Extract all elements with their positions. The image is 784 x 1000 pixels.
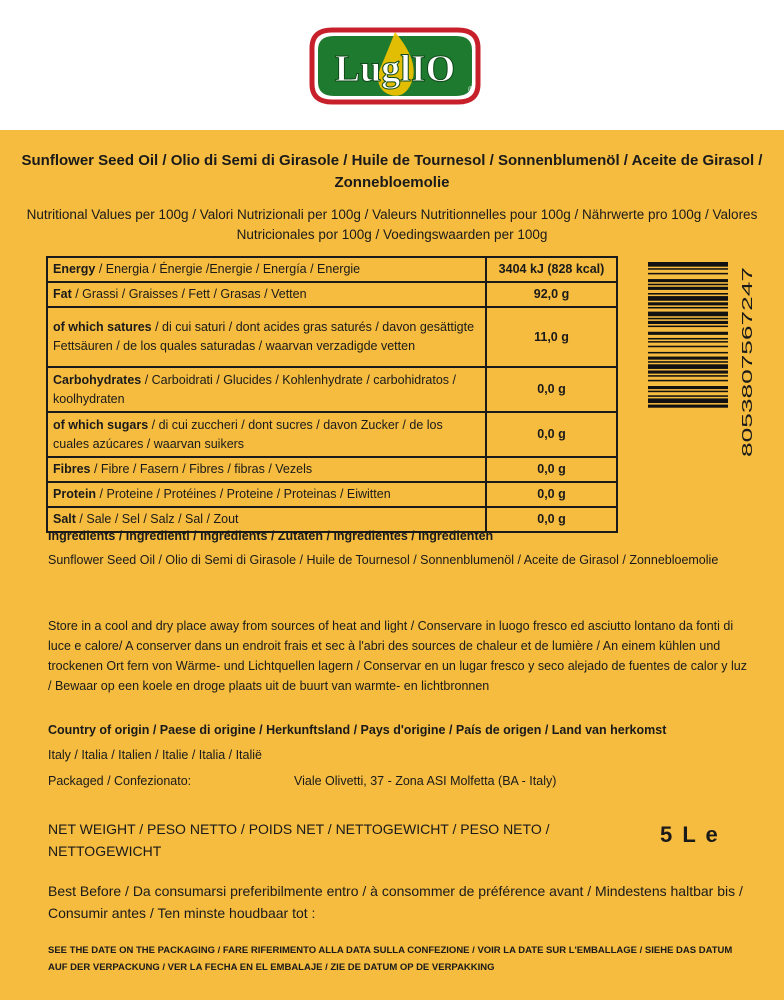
ingredients-heading: Ingredients / Ingredienti / Ingrédients / Zutaten / Ingredientes / Ingrediënten <box>48 529 494 543</box>
barcode-bar <box>648 375 728 377</box>
nutrition-row <box>47 282 617 307</box>
best-before-text: Best Before / Da consumarsi preferibilmente entro / à consommer de préférence avant / Mindestens haltbar bis / Consumir antes / Ten minste houdbaar tot : <box>48 883 743 921</box>
nutrient-value: 0,0 g <box>486 367 617 412</box>
nutrient-value: 0,0 g <box>486 412 617 457</box>
nutrition-label-cell <box>47 282 486 307</box>
nutrient-translations: / di cui saturi / dont acides gras saturés / davon gesättigte Fettsäuren / de los quales saturadas / waarvan verzadigde vetten <box>53 320 475 353</box>
nutrient-value: 11,0 g <box>486 307 617 367</box>
origin-text: Italy / Italia / Italien / Italie / Italia / Italië <box>48 748 262 762</box>
nutrient-name: Protein <box>53 487 97 501</box>
barcode-bar <box>648 321 728 324</box>
barcode-bar <box>648 279 728 282</box>
barcode-bar <box>648 361 728 363</box>
nutrient-translations: / di cui zuccheri / dont sucres / davon Zucker / de los cuales azúcares / waarvan suikers <box>53 417 443 451</box>
barcode-number: 8053807567247 <box>739 348 756 457</box>
barcode-bar <box>648 398 728 403</box>
barcode-bar <box>648 262 728 267</box>
nutrient-translations: / Energia / Énergie /Energie / Energía / Energie <box>95 262 361 276</box>
nutrient-name: Energy <box>53 262 96 276</box>
nutrition-row <box>47 412 617 457</box>
origin-heading: Country of origin / Paese di origine / Herkunftsland / Pays d'origine / País de origen / Land van herkomst <box>48 723 667 737</box>
logo-text: LuglIO <box>334 48 456 90</box>
barcode-bar <box>648 364 728 369</box>
nutrition-row <box>47 307 617 367</box>
nutrition-label-cell <box>47 482 486 507</box>
barcode-bar <box>648 268 728 270</box>
barcode-bar <box>648 341 728 343</box>
net-weight-label: NET WEIGHT / PESO NETTO / POIDS NET / NETTOGEWICHT / PESO NETO / NETTOGEWICHT <box>48 821 550 859</box>
packaged-row <box>48 771 748 791</box>
registered-mark: ® <box>468 85 474 94</box>
product-label <box>0 130 784 1000</box>
see-date-text: SEE THE DATE ON THE PACKAGING / FARE RIFERIMENTO ALLA DATA SULLA CONFEZIONE / VOIR LA DATE SUR L'EMBALLAGE / SIEHE DAS DATUM AUF DER VERPACKUNG / VER LA FECHA EN EL EMBALAJE / ZIE DE DATUM OP DE VERPAKKING <box>48 945 733 973</box>
nutrient-value: 3404 kJ (828 kcal) <box>486 257 617 282</box>
barcode-bar <box>648 405 728 408</box>
barcode-bar <box>648 395 728 397</box>
nutrient-value: 0,0 g <box>486 482 617 507</box>
nutrition-label-cell <box>47 257 486 282</box>
barcode-bar <box>648 380 728 382</box>
nutrient-name: Fibres <box>53 462 91 476</box>
nutrient-translations: / Grassi / Graisses / Fett / Grasas / Vetten <box>71 287 307 301</box>
barcode-bar <box>648 326 728 328</box>
nutrient-value: 0,0 g <box>486 457 617 482</box>
packaged-label: Packaged / Confezionato: <box>48 774 192 788</box>
barcode-bar <box>648 346 728 348</box>
nutrient-translations: / Carboidrati / Glucides / Kohlenhydrate / carbohidratos / koolhydraten <box>53 372 456 406</box>
nutrition-header: Nutritional Values per 100g / Valori Nutrizionali per 100g / Valeurs Nutritionnelles pour 100g / Nährwerte pro 100g / Valores Nutricionales por 100g / Voedingswaarden per 100g <box>26 207 758 242</box>
barcode-bar <box>648 296 728 301</box>
ingredients-text: Sunflower Seed Oil / Olio di Semi di Girasole / Huile de Tournesol / Sonnenblumenöl / Aceite de Girasol / Zonnebloemolie <box>48 553 719 567</box>
storage-text: Store in a cool and dry place away from sources of heat and light / Conservare in luogo fresco ed asciutto lontano da fonti di luce e calore/ A conserver dans un endroit frais et sec à l'abri des sources de chaleur et de lumière / An einem kühlen und trockenen Ort fern von Wärme- und Lichtquellen lagern / Conservar en un lugar fresco y seco alejado de fuentes de calor y luz / Bewaar op een koele en droge plaats uit de buurt van warmte- en lichtbronnen <box>48 619 747 693</box>
nutrient-value: 0,0 g <box>486 507 617 532</box>
net-weight-value: 5 L e <box>660 822 720 847</box>
nutrient-translations: / Fibre / Fasern / Fibres / fibras / Vezels <box>90 462 313 476</box>
barcode-bar <box>648 338 728 340</box>
barcode-bar <box>648 302 728 305</box>
barcode-bar <box>648 357 728 360</box>
nutrition-label-cell <box>47 307 486 367</box>
barcode-bar <box>648 318 728 320</box>
barcode-bar <box>648 386 728 389</box>
luglio-logo <box>302 24 488 108</box>
nutrient-name: of which sugars <box>53 417 149 432</box>
nutrient-value: 92,0 g <box>486 282 617 307</box>
nutrient-name: Carbohydrates <box>53 372 142 387</box>
nutrient-name: of which satures <box>53 320 152 334</box>
nutrition-table <box>46 256 618 533</box>
barcode-bar <box>648 312 728 317</box>
barcode-bar <box>648 287 728 290</box>
barcode-bar <box>648 391 728 393</box>
product-title: Sunflower Seed Oil / Olio di Semi di Girasole / Huile de Tournesol / Sonnenblumenöl / Aceite de Girasol / Zonnebloemolie <box>21 152 763 191</box>
header <box>0 0 784 130</box>
barcode-bar <box>648 293 728 295</box>
barcode-bar <box>648 371 728 374</box>
barcode-bar <box>648 352 728 354</box>
barcode <box>648 262 758 460</box>
barcode-bars <box>648 262 728 408</box>
nutrition-label-cell <box>47 412 486 457</box>
nutrient-translations: / Proteine / Protéines / Proteine / Proteinas / Eiwitten <box>96 487 391 501</box>
nutrition-row <box>47 457 617 482</box>
packaged-address: Viale Olivetti, 37 - Zona ASI Molfetta (BA - Italy) <box>294 774 557 788</box>
nutrition-row <box>47 482 617 507</box>
nutrient-translations: / Sale / Sel / Salz / Sal / Zout <box>75 512 239 526</box>
nutrient-name: Salt <box>53 512 76 526</box>
barcode-bar <box>648 307 728 309</box>
barcode-bar <box>648 284 728 286</box>
nutrition-label-cell <box>47 457 486 482</box>
barcode-bar <box>648 273 728 275</box>
nutrition-label-cell <box>47 367 486 412</box>
barcode-bar <box>648 332 728 335</box>
nutrient-name: Fat <box>53 287 72 301</box>
nutrition-row <box>47 257 617 282</box>
nutrition-row <box>47 367 617 412</box>
